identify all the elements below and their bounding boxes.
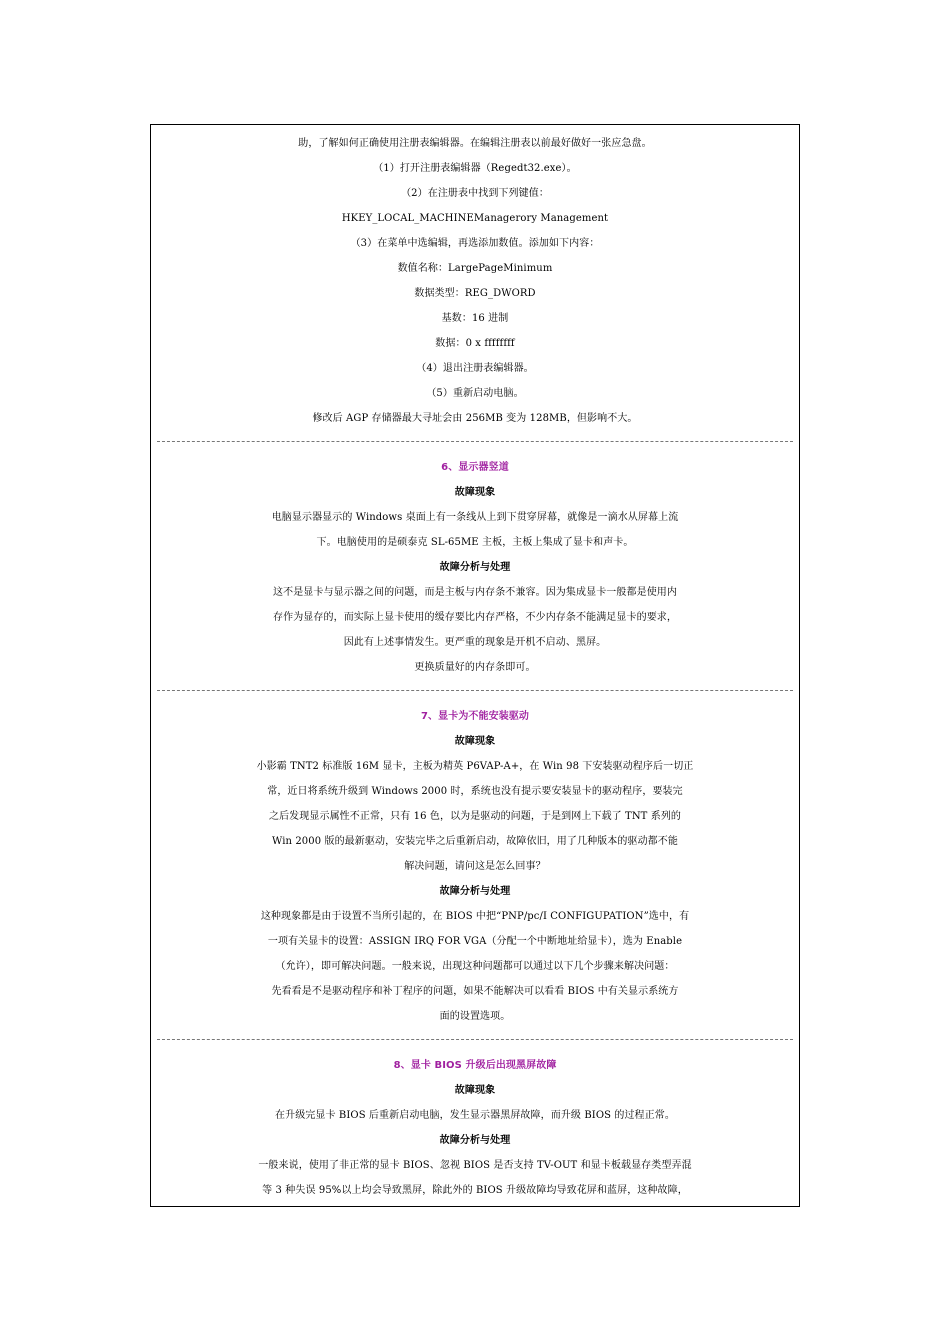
section-title: 6、显示器竖道 — [441, 462, 509, 473]
intro-line: （5）重新启动电脑。 — [426, 388, 524, 399]
analysis-line: （允许），即可解决问题。一般来说，出现这种问题都可以通过以下几个步骤来解决问题： — [275, 961, 675, 972]
analysis-line: 等 3 种失误 95%以上均会导致黑屏，除此外的 BIOS 升级故障均导致花屏和蓝屏，这种故障， — [262, 1185, 688, 1196]
intro-line: 修改后 AGP 存储器最大寻址会由 256MB 变为 128MB，但影响不大。 — [312, 413, 638, 424]
intro-line: 基数：16 进制 — [441, 313, 509, 324]
analysis-heading: 故障分析与处理 — [439, 1135, 511, 1146]
analysis-line: 这种现象都是由于设置不当所引起的，在 BIOS 中把“PNP/pc/I CONFIGUPATION”选中，有 — [260, 911, 690, 922]
intro-line: 助，了解如何正确使用注册表编辑器。在编辑注册表以前最好做好一张应急盘。 — [298, 138, 652, 149]
symptom-line: 小影霸 TNT2 标准版 16M 显卡，主板为精英 P6VAP-A+，在 Win 98 下安装驱动程序后一切正 — [256, 761, 694, 772]
analysis-line: 存作为显存的，而实际上显卡使用的缓存要比内存严格，不少内存条不能满足显卡的要求， — [273, 612, 677, 623]
section-title: 8、显卡 BIOS 升级后出现黑屏故障 — [393, 1060, 557, 1071]
intro-line: （3）在菜单中选编辑，再选添加数值。添加如下内容： — [350, 238, 600, 249]
symptom-line: 之后发现显示属性不正常，只有 16 色，以为是驱动的问题，于是到网上下载了 TNT 系列的 — [268, 811, 682, 822]
analysis-line: 更换质量好的内存条即可。 — [414, 662, 536, 673]
symptom-heading: 故障现象 — [454, 736, 496, 747]
intro-line: （4）退出注册表编辑器。 — [416, 363, 534, 374]
intro-line: （2）在注册表中找到下列键值： — [401, 188, 549, 199]
symptom-line: 解决问题，请问这是怎么回事？ — [404, 861, 546, 872]
intro-line: 数据：0 x ffffffff — [435, 338, 515, 349]
analysis-line: 这不是显卡与显示器之间的问题，而是主板与内存条不兼容。因为集成显卡一般都是使用内 — [273, 587, 677, 598]
analysis-line: 一般来说，使用了非正常的显卡 BIOS、忽视 BIOS 是否支持 TV-OUT 和显卡板载显存类型弄混 — [258, 1160, 692, 1171]
analysis-heading: 故障分析与处理 — [439, 562, 511, 573]
section-divider — [157, 441, 793, 442]
section-divider — [157, 1039, 793, 1040]
document-frame — [150, 124, 800, 1207]
symptom-line: 常，近日将系统升级到 Windows 2000 时，系统也没有提示要安装显卡的驱动程序，要装完 — [267, 786, 683, 797]
analysis-line: 面的设置选项。 — [439, 1011, 511, 1022]
intro-line: （1）打开注册表编辑器（Regedt32.exe）。 — [373, 163, 577, 174]
analysis-line: 先看看是不是驱动程序和补丁程序的问题，如果不能解决可以看看 BIOS 中有关显示系统方 — [271, 986, 679, 997]
intro-line: HKEY_LOCAL_MACHINEManagerory Management — [341, 213, 609, 224]
intro-line: 数值名称：LargePageMinimum — [397, 263, 553, 274]
analysis-heading: 故障分析与处理 — [439, 886, 511, 897]
symptom-heading: 故障现象 — [454, 1085, 496, 1096]
symptom-line: Win 2000 版的最新驱动，安装完毕之后重新启动，故障依旧，用了几种版本的驱动都不能 — [272, 836, 678, 847]
intro-line: 数据类型：REG_DWORD — [414, 288, 536, 299]
section-divider — [157, 690, 793, 691]
section-title: 7、显卡为不能安装驱动 — [420, 711, 530, 722]
analysis-line: 一项有关显卡的设置：ASSIGN IRQ FOR VGA（分配一个中断地址给显卡），选为 Enable — [267, 936, 683, 947]
symptom-heading: 故障现象 — [454, 487, 496, 498]
analysis-line: 因此有上述事情发生。更严重的现象是开机不启动、黑屏。 — [343, 637, 607, 648]
symptom-line: 下。电脑使用的是硕泰克 SL-65ME 主板，主板上集成了显卡和声卡。 — [316, 537, 634, 548]
symptom-line: 电脑显示器显示的 Windows 桌面上有一条线从上到下贯穿屏幕，就像是一滴水从屏幕上流 — [271, 512, 679, 523]
symptom-line: 在升级完显卡 BIOS 后重新启动电脑，发生显示器黑屏故障，而升级 BIOS 的过程正常。 — [275, 1110, 675, 1121]
